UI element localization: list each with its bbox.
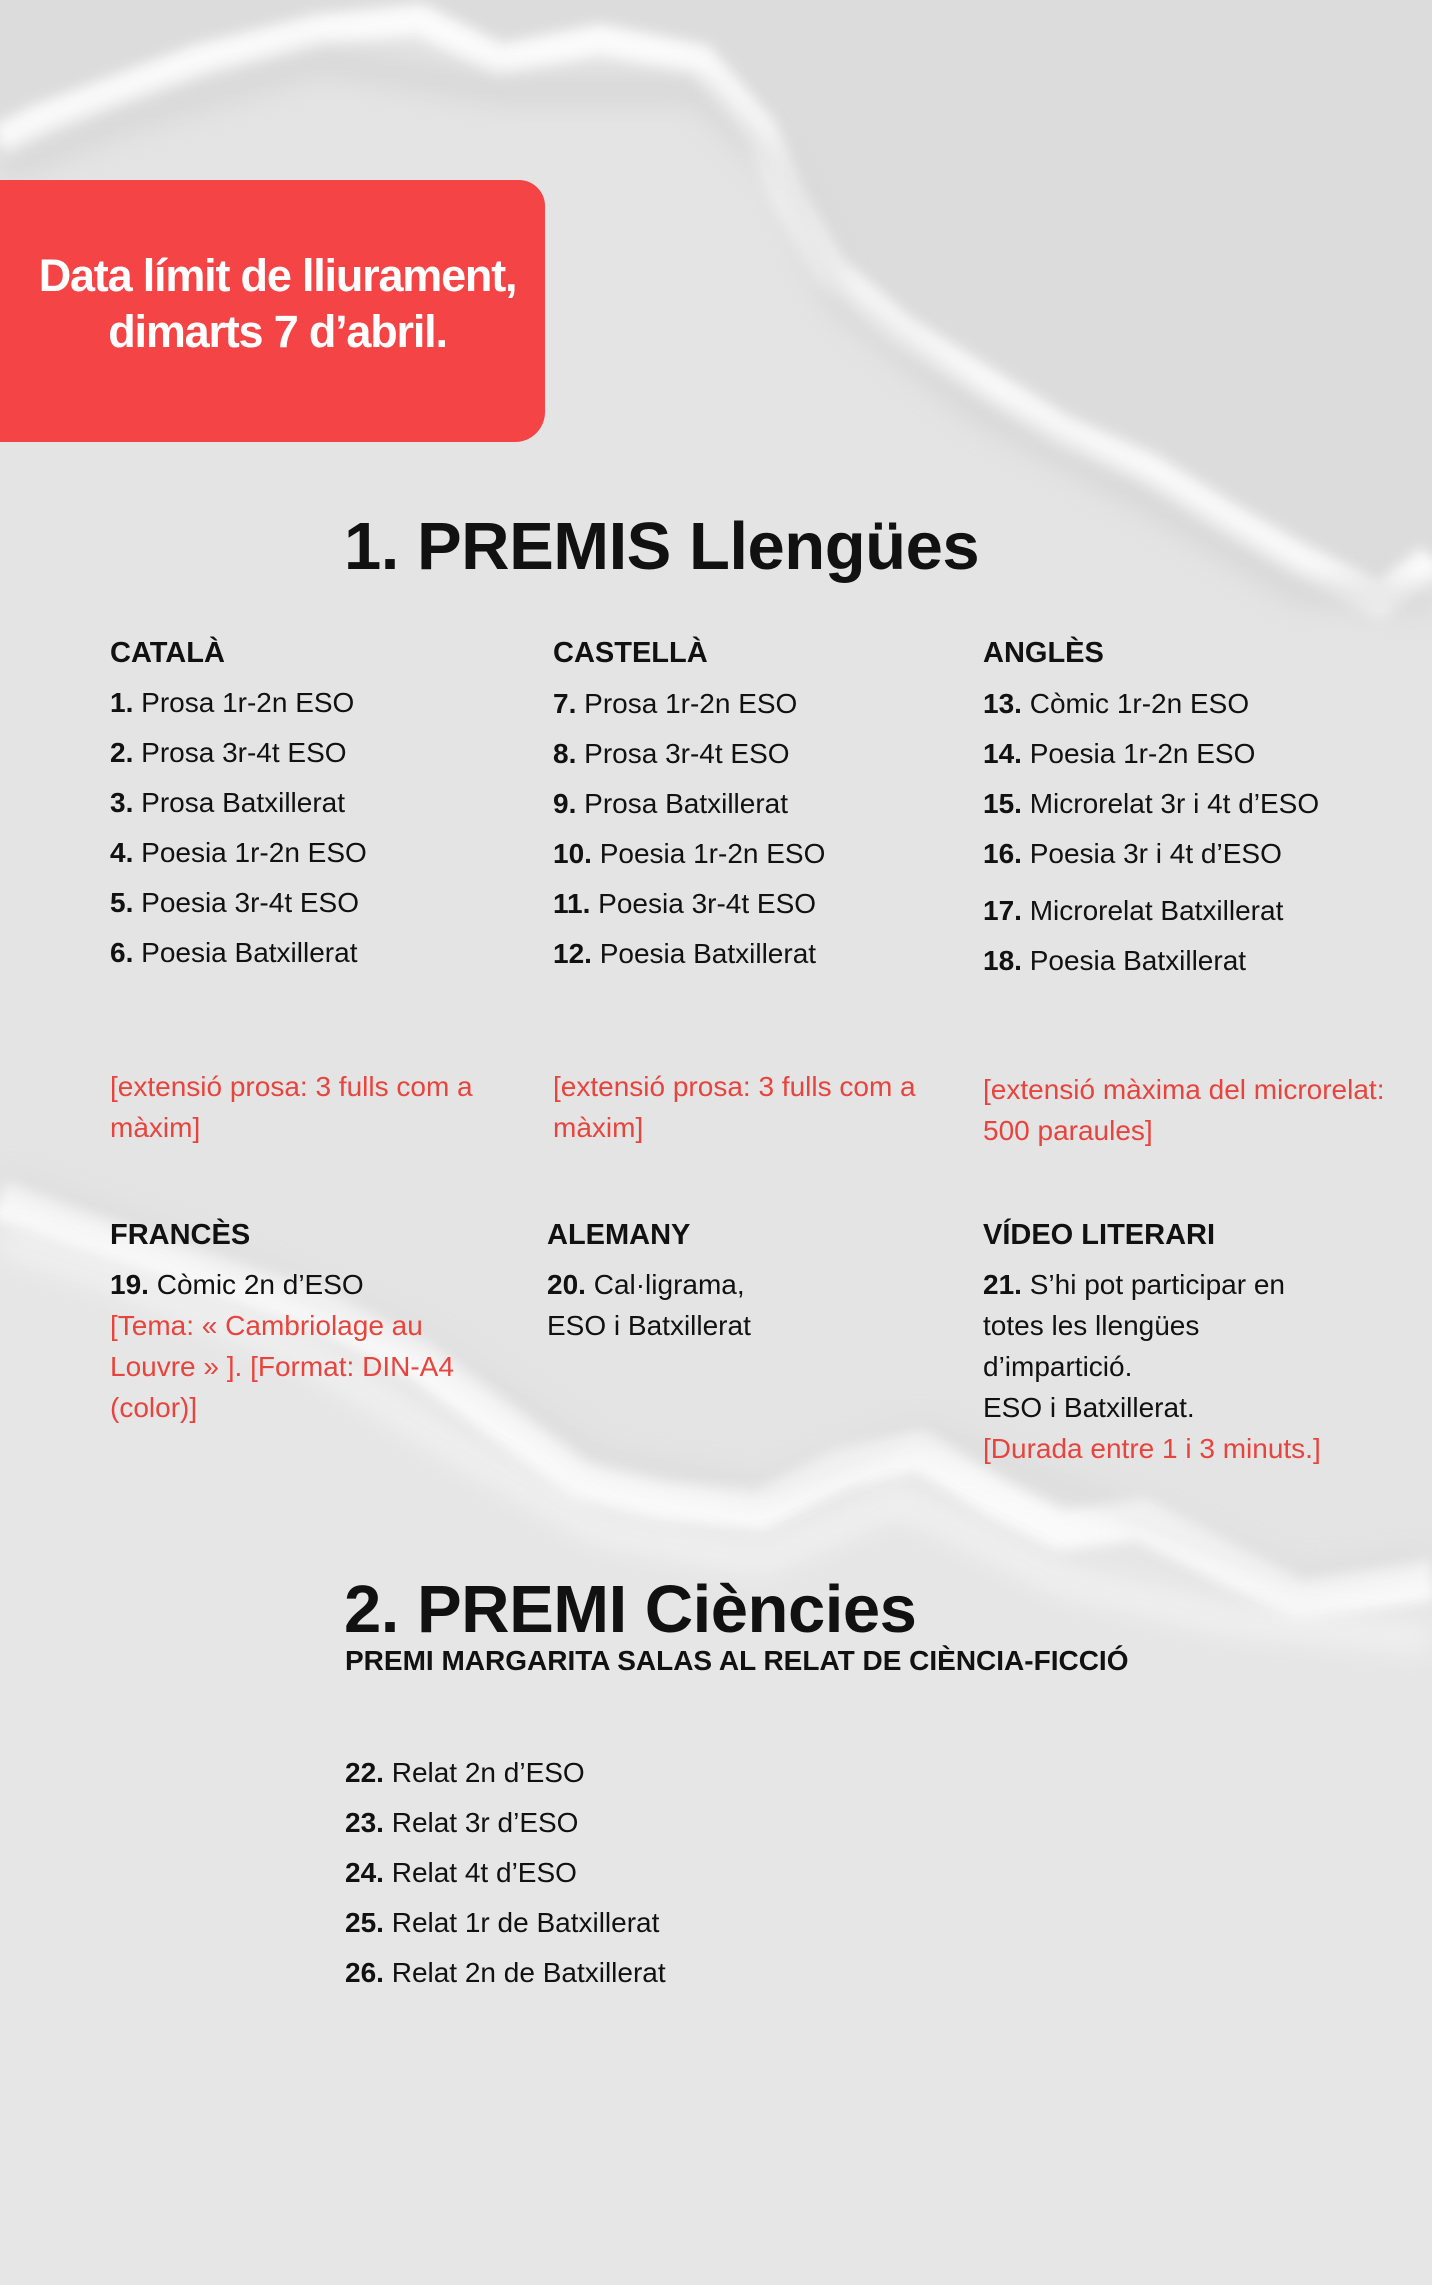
list-item: 7. Prosa 1r-2n ESO xyxy=(553,688,798,719)
deadline-banner xyxy=(0,180,545,442)
frances-heading: FRANCÈS xyxy=(110,1219,251,1251)
deadline-line-1: Data límit de lliurament, xyxy=(38,250,517,301)
castella-note: [extensió prosa: 3 fulls com a màxim] xyxy=(553,1071,916,1143)
list-item: 10. Poesia 1r-2n ESO xyxy=(553,838,826,869)
section1-title: 1. PREMIS Llengües xyxy=(344,509,980,584)
list-item: 26. Relat 2n de Batxillerat xyxy=(345,1957,666,1988)
list-item: 16. Poesia 3r i 4t d’ESO xyxy=(983,838,1282,869)
section2-subtitle: PREMI MARGARITA SALAS AL RELAT DE CIÈNCIA-FICCIÓ xyxy=(345,1645,1129,1676)
list-item: 17. Microrelat Batxillerat xyxy=(983,895,1284,926)
list-item: 22. Relat 2n d’ESO xyxy=(345,1757,585,1788)
list-item: 1. Prosa 1r-2n ESO xyxy=(110,687,355,718)
list-item: 11. Poesia 3r-4t ESO xyxy=(553,888,817,919)
deadline-line-2: dimarts 7 d’abril. xyxy=(108,306,447,357)
angles-list xyxy=(983,690,1319,997)
section2-list xyxy=(345,1759,666,2009)
alemany-heading: ALEMANY xyxy=(547,1219,691,1251)
catala-list xyxy=(110,689,367,989)
list-item: 24. Relat 4t d’ESO xyxy=(345,1857,577,1888)
video-heading: VÍDEO LITERARI xyxy=(983,1219,1216,1251)
castella-heading: CASTELLÀ xyxy=(553,637,708,669)
video-note: [Durada entre 1 i 3 minuts.] xyxy=(983,1433,1321,1464)
list-item: 6. Poesia Batxillerat xyxy=(110,937,358,968)
list-item: 3. Prosa Batxillerat xyxy=(110,787,346,818)
angles-heading: ANGLÈS xyxy=(983,637,1104,669)
alemany-block: 20. Cal·ligrama, ESO i Batxillerat xyxy=(547,1269,751,1341)
list-item: 23. Relat 3r d’ESO xyxy=(345,1807,579,1838)
list-item: 14. Poesia 1r-2n ESO xyxy=(983,738,1256,769)
catala-note: [extensió prosa: 3 fulls com a màxim] xyxy=(110,1071,473,1143)
video-block: 21. S’hi pot participar en totes les llengües d’impartició. ESO i Batxillerat. [Durada entre 1 i 3 minuts.] xyxy=(983,1264,1423,1469)
frances-note: [Tema: « Cambriolage au Louvre » ]. [Format: DIN-A4 (color)] xyxy=(110,1310,454,1423)
list-item: 8. Prosa 3r-4t ESO xyxy=(553,738,790,769)
list-item: 13. Còmic 1r-2n ESO xyxy=(983,688,1250,719)
catala-heading: CATALÀ xyxy=(110,637,225,669)
list-item: 4. Poesia 1r-2n ESO xyxy=(110,837,367,868)
list-item: 18. Poesia Batxillerat xyxy=(983,945,1247,976)
list-item: 12. Poesia Batxillerat xyxy=(553,938,817,969)
section2-title: 2. PREMI Ciències xyxy=(344,1572,917,1647)
frances-block: 19. Còmic 2n d’ESO [Tema: « Cambriolage au Louvre » ]. [Format: DIN-A4 (color)] xyxy=(110,1264,530,1428)
list-item: 25. Relat 1r de Batxillerat xyxy=(345,1907,660,1938)
angles-note: [extensió màxima del microrelat: 500 paraules] xyxy=(983,1074,1385,1146)
list-item: 9. Prosa Batxillerat xyxy=(553,788,789,819)
list-item: 15. Microrelat 3r i 4t d’ESO xyxy=(983,788,1320,819)
list-item: 5. Poesia 3r-4t ESO xyxy=(110,887,360,918)
list-item: 2. Prosa 3r-4t ESO xyxy=(110,737,347,768)
deadline-text xyxy=(39,248,517,360)
castella-list xyxy=(553,690,825,990)
